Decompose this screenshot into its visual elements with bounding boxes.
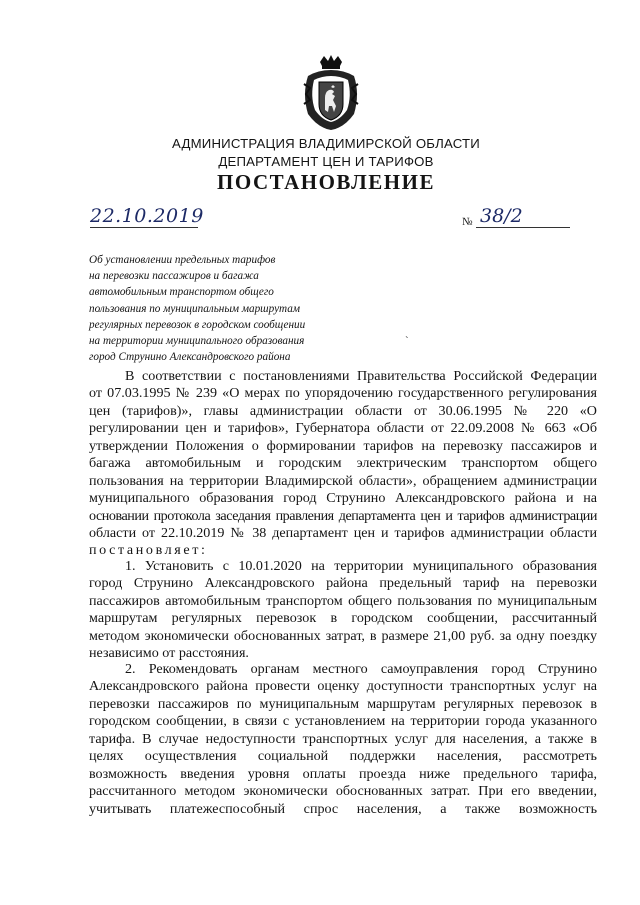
text-line: маршрутам регулярных перевозок в городском сообщении, рассчитанный	[89, 610, 597, 627]
text-line: багажа автомобильным и городским электрическим транспортом общего	[89, 455, 597, 472]
item-2-paragraph	[89, 661, 597, 818]
subject-line: Об установлении предельных тарифов	[89, 254, 276, 266]
coat-of-arms-icon	[298, 54, 364, 132]
subject-line: регулярных перевозок в городском сообщении	[89, 318, 306, 331]
text-line: возможность введения уровня оплаты проезда ниже предельного тарифа,	[89, 765, 597, 782]
document-title: ПОСТАНОВЛЕНИЕ	[217, 170, 435, 194]
text-line: пользования на территории Владимирской области», обращением администрации	[89, 472, 597, 489]
text-line: городском сообщении, в связи с установлением на территории города указанного	[89, 713, 597, 730]
text-line: постановляет:	[89, 542, 208, 559]
document-subject	[89, 252, 329, 365]
text-line: Александровского района провести оценку доступности транспортных услуг на	[89, 678, 597, 695]
organization-name: АДМИНИСТРАЦИЯ ВЛАДИМИРСКОЙ ОБЛАСТИ	[172, 136, 480, 151]
item-1-paragraph	[89, 558, 597, 663]
text-line: независимо от расстояния.	[89, 645, 249, 662]
department-name: ДЕПАРТАМЕНТ ЦЕН И ТАРИФОВ	[218, 154, 434, 169]
text-line: основании протокола заседания правления департамента цен и тарифов администрации	[89, 507, 597, 524]
text-line: утверждении Положения о формировании тарифов на перевозку пассажиров и	[89, 437, 597, 454]
text-line: В соответствии с постановлениями Правительства Российской Федерации	[125, 368, 597, 384]
subject-line: пользования по муниципальным маршрутам	[89, 302, 300, 315]
text-line: цен (тарифов)», главы администрации области от 30.06.1995 № 220 «О	[89, 402, 597, 419]
text-line: методом экономически обоснованных затрат, в размере 21,00 руб. за одну поездку	[89, 627, 597, 644]
text-line: целях осуществления социальной поддержки населения, рассмотреть	[89, 748, 597, 765]
preamble-paragraph	[89, 368, 597, 560]
text-line: перевозки пассажиров по муниципальным маршрутам регулярных перевозок в	[89, 695, 597, 712]
text-line: 2. Рекомендовать органам местного самоуправления город Струнино	[125, 661, 597, 677]
document-date: 22.10.2019	[90, 205, 204, 227]
text-line: рассчитанного методом экономически обоснованных затрат. При его введении,	[89, 783, 597, 800]
subject-line: автомобильным транспортом общего	[89, 286, 274, 299]
text-line: области от 22.10.2019 № 38 департамент цен и тарифов администрации области	[89, 524, 597, 541]
stray-mark: ˴	[405, 330, 409, 342]
number-label: №	[462, 216, 473, 228]
text-line: от 07.03.1995 № 239 «О мерах по упорядочению государственного регулирования	[89, 385, 597, 402]
document-number: 38/2	[476, 205, 570, 228]
text-line: учитывать платежеспособный спрос населения, а также возможность	[89, 800, 597, 817]
text-line: регулировании цен и тарифов», Губернатора области от 22.09.2008 № 663 «Об	[89, 420, 597, 437]
text-line: муниципального образования город Струнино Александровского района и на	[89, 490, 597, 507]
subject-line: на перевозки пассажиров и багажа	[89, 270, 259, 283]
text-line: пассажиров автомобильным транспортом общего пользования по муниципальным	[89, 592, 597, 609]
subject-line: на территории муниципального образования	[89, 335, 305, 348]
text-line: город Струнино Александровского района предельный тариф на перевозки	[89, 575, 597, 592]
text-line: 1. Установить с 10.01.2020 на территории муниципального образования	[125, 558, 597, 574]
text-line: тарифа. В случае недоступности транспортных услуг для населения, а также в	[89, 730, 597, 747]
subject-line: город Струнино Александровского района	[89, 351, 291, 364]
